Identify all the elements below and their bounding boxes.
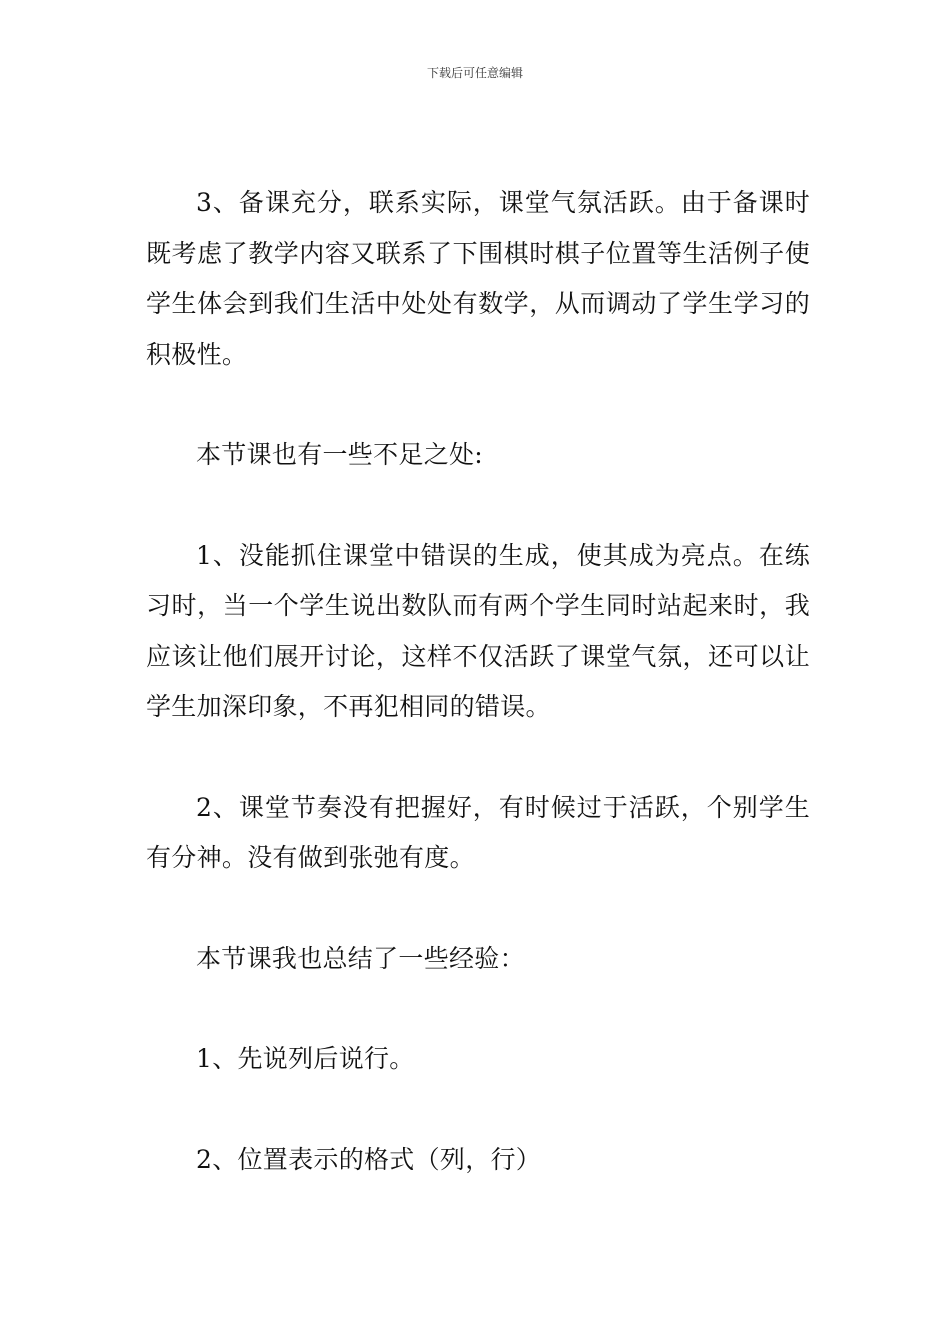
paragraph-shortcoming-2: 2、课堂节奏没有把握好，有时候过于活跃，个别学生有分神。没有做到张弛有度。 (146, 792, 810, 872)
paragraph-experience-1: 1、先说列后说行。 (196, 1044, 415, 1073)
paragraph-preparation: 3、备课充分，联系实际，课堂气氛活跃。由于备课时既考虑了教学内容又联系了下围棋时棋子位置等生活例子使学生体会到我们生活中处处有数学，从而调动了学生学习的积极性。 (146, 188, 810, 369)
document-body (146, 178, 810, 1235)
paragraph-experience-2: 2、位置表示的格式（列，行） (196, 1144, 542, 1174)
paragraph-shortcoming-1: 1、没能抓住课堂中错误的生成，使其成为亮点。在练习时，当一个学生说出数队而有两个学生同时站起来时，我应该让他们展开讨论，这样不仅活跃了课堂气氛，还可以让学生加深印象，不再犯相同的错误。 (146, 540, 810, 721)
page-header: 下载后可任意编辑 (426, 66, 523, 80)
paragraph-shortcomings-heading: 本节课也有一些不足之处: (196, 440, 484, 469)
paragraph-experience-heading: 本节课我也总结了一些经验： (196, 943, 525, 973)
